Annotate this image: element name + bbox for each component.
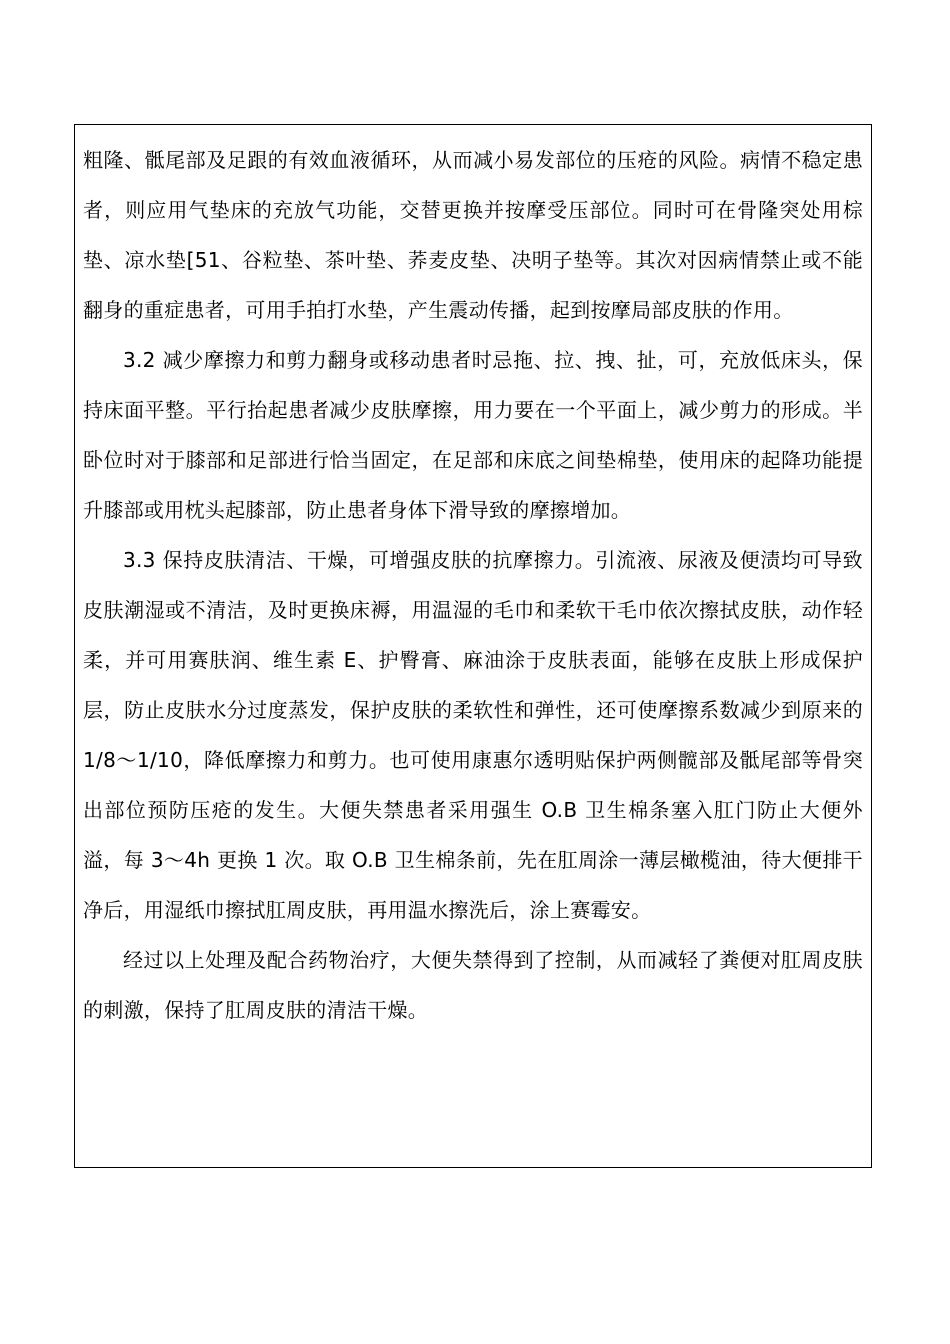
paragraph-continuation: 粗隆、骶尾部及足跟的有效血液循环，从而减小易发部位的压疮的风险。病情不稳定患者，则应用气垫床的充放气功能，交替更换并按摩受压部位。同时可在骨隆突处用棕垫、凉水垫[51、谷粒垫、茶叶垫、荞麦皮垫、决明子垫等。其次对因病情禁止或不能翻身的重症患者，可用手拍打水垫，产生震动传播，起到按摩局部皮肤的作用。 [83, 148, 863, 322]
paragraph-3-2: 3.2 减少摩擦力和剪力翻身或移动患者时忌拖、拉、拽、扯，可，充放低床头，保持床面平整。平行抬起患者减少皮肤摩擦，用力要在一个平面上，减少剪力的形成。半卧位时对于膝部和足部进行恰当固定，在足部和床底之间垫棉垫，使用床的起降功能提升膝部或用枕头起膝部，防止患者身体下滑导致的摩擦增加。 [83, 348, 863, 522]
document-body [83, 135, 863, 1035]
text-frame [74, 124, 872, 1168]
paragraph-conclusion: 经过以上处理及配合药物治疗，大便失禁得到了控制，从而减轻了粪便对肛周皮肤的刺激，保持了肛周皮肤的清洁干燥。 [83, 948, 863, 1022]
paragraph-3-3: 3.3 保持皮肤清洁、干燥，可增强皮肤的抗摩擦力。引流液、尿液及便渍均可导致皮肤潮湿或不清洁，及时更换床褥，用温湿的毛巾和柔软干毛巾依次擦拭皮肤，动作轻柔，并可用赛肤润、维生素 E、护臀膏、麻油涂于皮肤表面，能够在皮肤上形成保护层，防止皮肤水分过度蒸发，保护皮肤的柔软性和弹性，还可使摩擦系数减少到原来的 1/8～1/10，降低摩擦力和剪力。也可使用康惠尔透明贴保护两侧髋部及骶尾部等骨突出部位预防压疮的发生。大便失禁患者采用强生 O.B 卫生棉条塞入肛门防止大便外溢，每 3～4h 更换 1 次。取 O.B 卫生棉条前，先在肛周涂一薄层橄榄油，待大便排干净后，用湿纸巾擦拭肛周皮肤，再用温水擦洗后，涂上赛霉安。 [83, 548, 863, 922]
